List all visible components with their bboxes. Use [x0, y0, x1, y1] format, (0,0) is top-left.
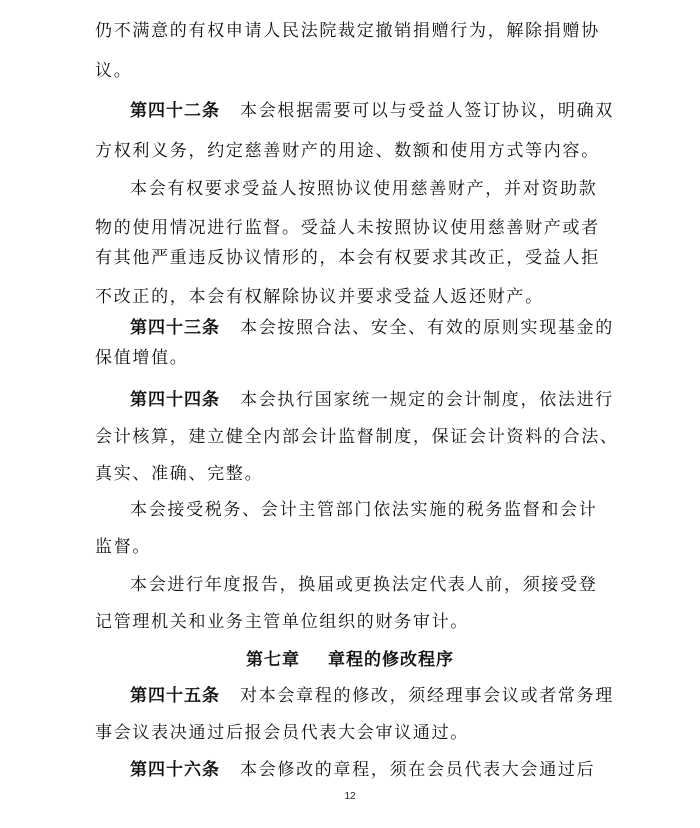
- article-42-title: 第四十二条: [130, 101, 220, 121]
- paragraph-line: 会计核算，建立健全内部会计监督制度，保证会计资料的合法、: [95, 427, 619, 447]
- paragraph-line: 有其他严重违反协议情形的，本会有权要求其改正，受益人拒: [95, 248, 600, 268]
- paragraph-line: 记管理机关和业务主管单位组织的财务审计。: [95, 612, 469, 632]
- article-43-text: 本会按照合法、安全、有效的原则实现基金的: [240, 318, 614, 338]
- paragraph-line: 物的使用情况进行监督。受益人未按照协议使用慈善财产或者: [95, 218, 600, 238]
- paragraph-line: 本会接受税务、会计主管部门依法实施的税务监督和会计: [130, 500, 598, 520]
- page-number: 12: [344, 791, 356, 802]
- article-45-text: 对本会章程的修改，须经理事会议或者常务理: [240, 686, 614, 706]
- paragraph-line: 仍不满意的有权申请人民法院裁定撤销捐赠行为，解除捐赠协: [95, 21, 600, 41]
- article-44-text: 本会执行国家统一规定的会计制度，依法进行: [240, 390, 614, 410]
- article-46-line: [130, 755, 610, 785]
- article-46-text: 本会修改的章程，须在会员代表大会通过后: [240, 760, 596, 780]
- paragraph-line: 方权利义务，约定慈善财产的用途、数额和使用方式等内容。: [95, 141, 600, 161]
- paragraph-line: 不改正的，本会有权解除协议并要求受益人返还财产。: [95, 287, 544, 307]
- chapter-number: 第七章: [246, 650, 300, 670]
- article-43-line: [130, 313, 614, 343]
- article-45-line: [130, 681, 614, 711]
- paragraph-line: 保值增值。: [95, 348, 189, 368]
- paragraph-line: 事会议表决通过后报会员代表大会审议通过。: [95, 723, 469, 743]
- chapter-title: 章程的修改程序: [328, 650, 454, 670]
- paragraph-line: 本会进行年度报告，换届或更换法定代表人前，须接受登: [130, 575, 598, 595]
- article-42-text: 本会根据需要可以与受益人签订协议，明确双: [240, 101, 614, 121]
- chapter-heading: [0, 645, 700, 675]
- article-42-line: [130, 96, 614, 126]
- article-44-line: [130, 385, 614, 415]
- paragraph-line: 监督。: [95, 537, 152, 557]
- article-44-title: 第四十四条: [130, 390, 220, 410]
- paragraph-line: 真实、准确、完整。: [95, 464, 264, 484]
- article-43-title: 第四十三条: [130, 318, 220, 338]
- article-46-title: 第四十六条: [130, 760, 220, 780]
- article-45-title: 第四十五条: [130, 686, 220, 706]
- paragraph-line: 本会有权要求受益人按照协议使用慈善财产，并对资助款: [130, 179, 598, 199]
- paragraph-line: 议。: [95, 61, 133, 81]
